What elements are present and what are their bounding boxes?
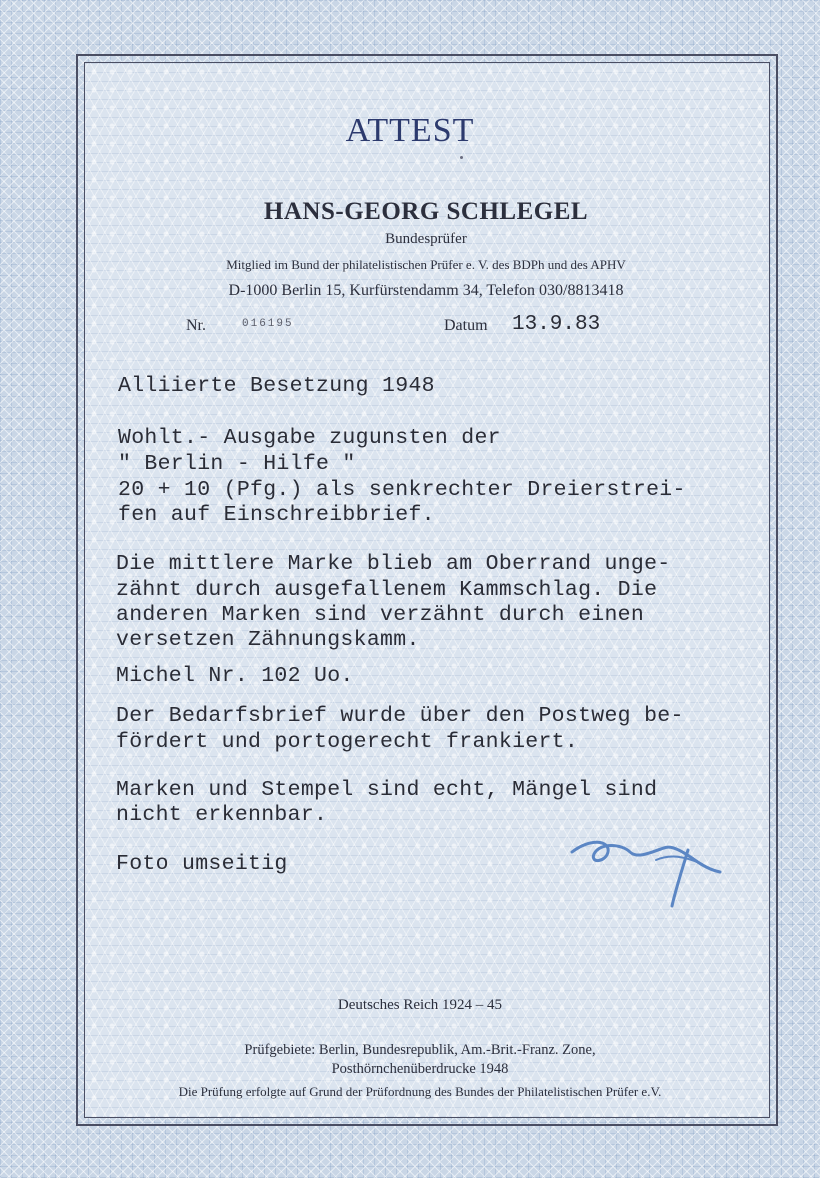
footer-areas-line1: Prüfgebiete: Berlin, Bundesrepublik, Am.-Brit.-Franz. Zone, — [244, 1042, 596, 1058]
membership-line: Mitglied im Bund der philatelistischen Prüfer e. V. des BDPh und des APHV — [226, 257, 626, 272]
body-line-genuine: Marken und Stempel sind echt, Mängel sind — [116, 778, 658, 802]
ornament-dot — [460, 156, 463, 159]
body-line-comb: zähnt durch ausgefallenem Kammschlag. Die — [116, 578, 658, 602]
body-line-middle-stamp: Die mittlere Marke blieb am Oberrand unge- — [116, 552, 671, 576]
body-line-franking: fördert und portogerecht frankiert. — [116, 730, 579, 754]
body-line-defects: nicht erkennbar. — [116, 803, 328, 827]
certificate-title: ATTEST — [345, 112, 475, 149]
body-line-photo: Foto umseitig — [116, 852, 288, 876]
body-line-issue: Alliierte Besetzung 1948 — [118, 374, 435, 398]
certificate-number: 016195 — [242, 318, 294, 330]
signature-mark — [560, 830, 730, 915]
body-line-perforation: versetzen Zähnungskamm. — [116, 628, 420, 652]
footer-period: Deutsches Reich 1924 – 45 — [337, 997, 503, 1013]
address-line: D-1000 Berlin 15, Kurfürstendamm 34, Telefon 030/8813418 — [228, 282, 624, 299]
certificate-date: 13.9.83 — [512, 313, 601, 336]
body-line-postal-use: Der Bedarfsbrief wurde über den Postweg be- — [116, 704, 684, 728]
number-label: Nr. — [186, 317, 206, 334]
footer-note: Die Prüfung erfolgte auf Grund der Prüfordnung des Bundes der Philatelistischen Prüfer e.V. — [178, 1084, 662, 1099]
body-line-berlin: " Berlin - Hilfe " — [118, 452, 356, 476]
body-line-cover: fen auf Einschreibbrief. — [118, 503, 435, 527]
footer-areas-line2: Posthörnchenüberdrucke 1948 — [331, 1061, 509, 1077]
body-line-other-stamps: anderen Marken sind verzähnt durch einen — [116, 603, 645, 627]
body-line-catalog: Michel Nr. 102 Uo. — [116, 664, 354, 688]
issuer-role: Bundesprüfer — [385, 231, 467, 247]
issuer-name: HANS-GEORG SCHLEGEL — [263, 198, 589, 225]
body-line-strip: 20 + 10 (Pfg.) als senkrechter Dreierstrei- — [118, 478, 686, 502]
body-line-charity: Wohlt.- Ausgabe zugunsten der — [118, 426, 501, 450]
date-label: Datum — [444, 317, 488, 334]
